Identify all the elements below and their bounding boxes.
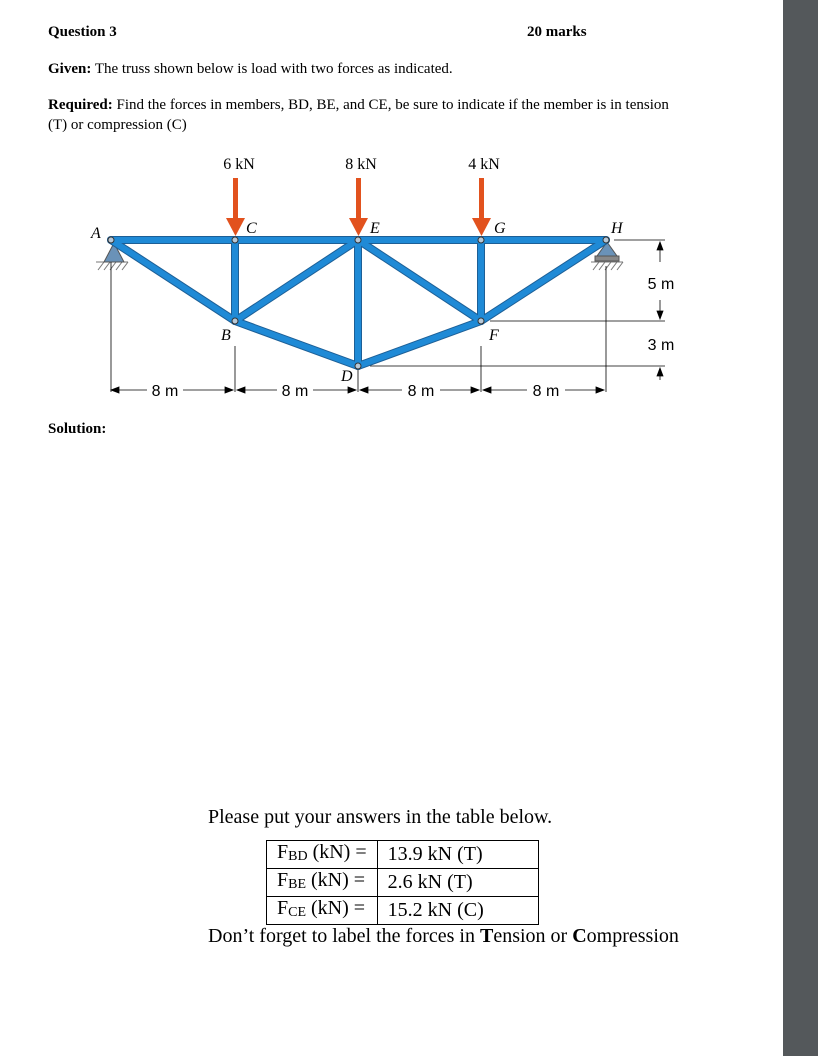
member-ef — [358, 240, 481, 321]
given-text: The truss shown below is load with two forces as indicated. — [91, 61, 453, 77]
table-row — [267, 869, 539, 897]
joint-label-d: D — [341, 368, 353, 385]
span-label-1: 8 m — [151, 383, 179, 400]
joint-label-f: F — [489, 327, 499, 344]
answer-value-be[interactable]: 2.6 kN (T) — [377, 869, 538, 897]
joint-label-e: E — [370, 220, 380, 237]
joint-label-h: H — [611, 220, 623, 237]
load-arrows — [226, 178, 491, 236]
question-title: Question 3 — [48, 24, 117, 40]
joint-label-g: G — [494, 220, 506, 237]
span-label-3: 8 m — [407, 383, 435, 400]
answer-key-ce: $F_{CE}$ (kN) = — [267, 897, 378, 925]
answer-prompt: Please put your answers in the table below. — [208, 806, 553, 828]
load-label-e: 8 kN — [345, 156, 377, 173]
answer-value-ce[interactable]: 15.2 kN (C) — [377, 897, 538, 925]
table-row — [267, 897, 539, 925]
answer-value-bd[interactable]: 13.9 kN (T) — [377, 841, 538, 869]
answer-key-bd: $F_{BD}$ (kN) = — [267, 841, 378, 869]
answers-table — [266, 840, 539, 925]
height-label-2: 3 m — [647, 337, 675, 354]
span-label-4: 8 m — [532, 383, 560, 400]
given-statement — [48, 61, 453, 78]
load-arrow-c — [233, 178, 238, 220]
truss-members — [111, 240, 606, 366]
joint-label-b: B — [221, 327, 231, 344]
height-label-1: 5 m — [647, 276, 675, 293]
required-statement — [48, 97, 669, 114]
required-statement-cont: (T) or compression (C) — [48, 117, 187, 133]
question-marks: 20 marks — [527, 24, 587, 40]
required-label: Required: — [48, 97, 113, 113]
member-fh — [481, 240, 606, 321]
load-label-c: 6 kN — [223, 156, 255, 173]
member-bd — [235, 321, 358, 366]
load-arrow-g — [479, 178, 484, 220]
member-be — [235, 240, 358, 321]
scrollbar[interactable] — [783, 0, 818, 1056]
load-label-g: 4 kN — [468, 156, 500, 173]
solution-label: Solution: — [48, 421, 107, 437]
member-ab — [111, 240, 235, 321]
joint-label-c: C — [246, 220, 257, 237]
load-arrow-e — [356, 178, 361, 220]
reminder-note: Don’t forget to label the forces in Tension or Compression — [208, 925, 679, 947]
truss-diagram — [0, 140, 783, 410]
required-text: Find the forces in members, BD, BE, and CE, be sure to indicate if the member is in tension — [112, 97, 669, 113]
member-df — [358, 321, 481, 366]
answer-key-be: $F_{BE}$ (kN) = — [267, 869, 378, 897]
joint-label-a: A — [91, 225, 101, 242]
table-row — [267, 841, 539, 869]
given-label: Given: — [48, 61, 92, 77]
span-label-2: 8 m — [281, 383, 309, 400]
